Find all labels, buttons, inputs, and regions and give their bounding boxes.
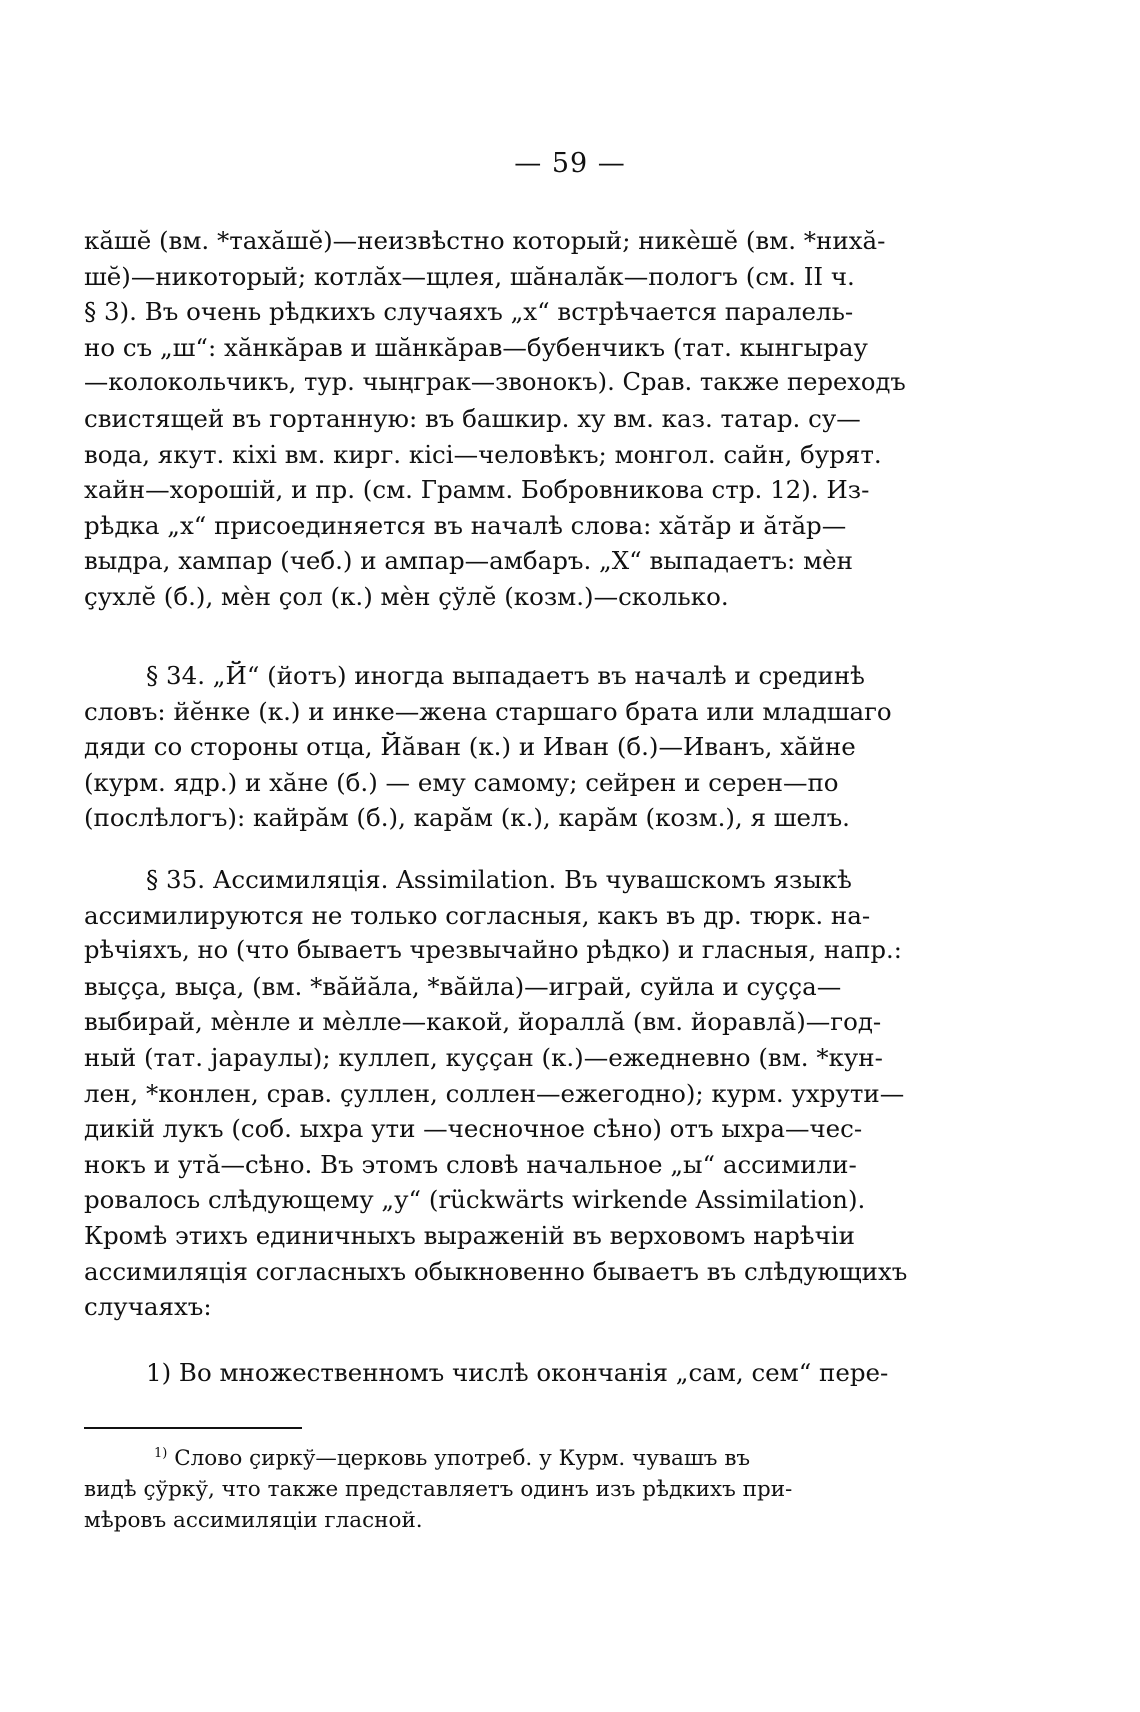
text-line: выҫҫа, выҫа, (вм. *вӑйӑла, *вӑйла)—играй, суйла и суҫҫа— xyxy=(84,971,842,1001)
text-line: § 34. „Й“ (йотъ) иногда выпадаетъ въ началѣ и срединѣ xyxy=(146,661,865,690)
text-line: шӗ)—никоторый; котлӑх—щлея, шӑналӑк—пологъ (см. II ч. xyxy=(84,261,855,291)
footnote-line: мѣровъ ассимиляціи гласной. xyxy=(84,1508,423,1534)
text-line: ровалось слѣдующему „у“ (rückwärts wirkende Assimilation). xyxy=(84,1185,866,1215)
text-line: словъ: йӗнке (к.) и инке—жена старшаго брата или младшаго xyxy=(84,696,892,726)
text-line: ный (тат. jараулы); куллеп, куҫҫан (к.)—ежедневно (вм. *кун- xyxy=(84,1042,883,1072)
paragraph-35 xyxy=(84,862,908,1325)
text-line: 1) Во множественномъ числѣ окончанія „сам, сем“ пере- xyxy=(146,1358,889,1387)
text-line: выбирай, мѐнле и мѐлле—какой, йораллӑ (вм. йоравлӑ)—год- xyxy=(84,1007,882,1037)
text-line: дикій лукъ (соб. ыхра ути —чесночное сѣно) отъ ыхра—чес- xyxy=(84,1114,863,1144)
text-line: Кромѣ этихъ единичныхъ выраженій въ верховомъ нарѣчіи xyxy=(84,1220,855,1250)
footnote-line: видѣ ҫўркў, что также представляетъ одинъ изъ рѣдкихъ при- xyxy=(84,1477,793,1503)
text-line: ассимилируются не только согласныя, какъ въ др. тюрк. на- xyxy=(84,900,871,930)
list-item-1 xyxy=(84,1355,908,1391)
text-line: выдра, хампар (чеб.) и ампар—амбаръ. „Х“ выпадаетъ: мѐн xyxy=(84,546,853,576)
footnote-text: Слово ҫиркў—церковь употреб. у Курм. чувашъ въ xyxy=(174,1446,751,1472)
text-line: случаяхъ: xyxy=(84,1292,212,1322)
text-line: лен, *конлен, срав. ҫуллен, соллен—ежегодно); курм. ухрути— xyxy=(84,1078,905,1108)
footnote xyxy=(84,1438,908,1536)
text-line: хайн—хорошій, и пр. (см. Грамм. Бобровникова стр. 12). Из- xyxy=(84,475,870,505)
text-line: (послѣлогъ): кайрӑм (б.), карӑм (к.), карӑм (козм.), я шелъ. xyxy=(84,803,850,833)
text-line: § 35. Ассимиляція. Assimilation. Въ чувашскомъ языкѣ xyxy=(146,865,852,894)
text-line: § 3). Въ очень рѣдкихъ случаяхъ „х“ встрѣчается паралель- xyxy=(84,297,854,327)
text-line: свистящей въ гортанную: въ башкир. ху вм. каз. татар. су— xyxy=(84,403,861,433)
paragraph-34 xyxy=(84,658,908,836)
text-line: вода, якут. кіхі вм. кирг. кісі—человѣкъ; монгол. сайн, бурят. xyxy=(84,439,882,469)
footnote-marker: 1) xyxy=(154,1446,168,1461)
text-line: но съ „ш“: хӑнкӑрав и шӑнкӑрав—бубенчикъ (тат. кынгырау xyxy=(84,332,868,362)
page-number: — 59 — xyxy=(514,148,626,179)
text-line: рѣдка „х“ присоединяется въ началѣ слова: хӑтӑр и ӑтӑр— xyxy=(84,510,847,540)
text-line: (курм. ядр.) и хӑне (б.) — ему самому; сейрен и серен—по xyxy=(84,767,839,797)
text-line: рѣчіяхъ, но (что бываетъ чрезвычайно рѣдко) и гласныя, напр.: xyxy=(84,936,902,965)
text-line: нокъ и утӑ—сѣно. Въ этомъ словѣ начальное „ы“ ассимили- xyxy=(84,1149,857,1179)
text-line: —колокольчикъ, тур. чыңграк—звонокъ). Срав. также переходъ xyxy=(84,368,906,397)
text-line: ассимиляція согласныхъ обыкновенно бываетъ въ слѣдующихъ xyxy=(84,1256,908,1286)
text-line: дяди со стороны отца, Йӑван (к.) и Иван (б.)—Иванъ, хӑйне xyxy=(84,732,856,762)
text-line: кӑшӗ (вм. *тахӑшӗ)—неизвѣстно который; никѐшӗ (вм. *нихӑ- xyxy=(84,226,886,255)
paragraph-1 xyxy=(84,223,908,615)
footnote-line xyxy=(84,1438,908,1474)
text-line: ҫухлӗ (б.), мѐн ҫол (к.) мѐн ҫўлӗ (козм.)—сколько. xyxy=(84,581,729,611)
footnote-divider xyxy=(84,1427,302,1429)
